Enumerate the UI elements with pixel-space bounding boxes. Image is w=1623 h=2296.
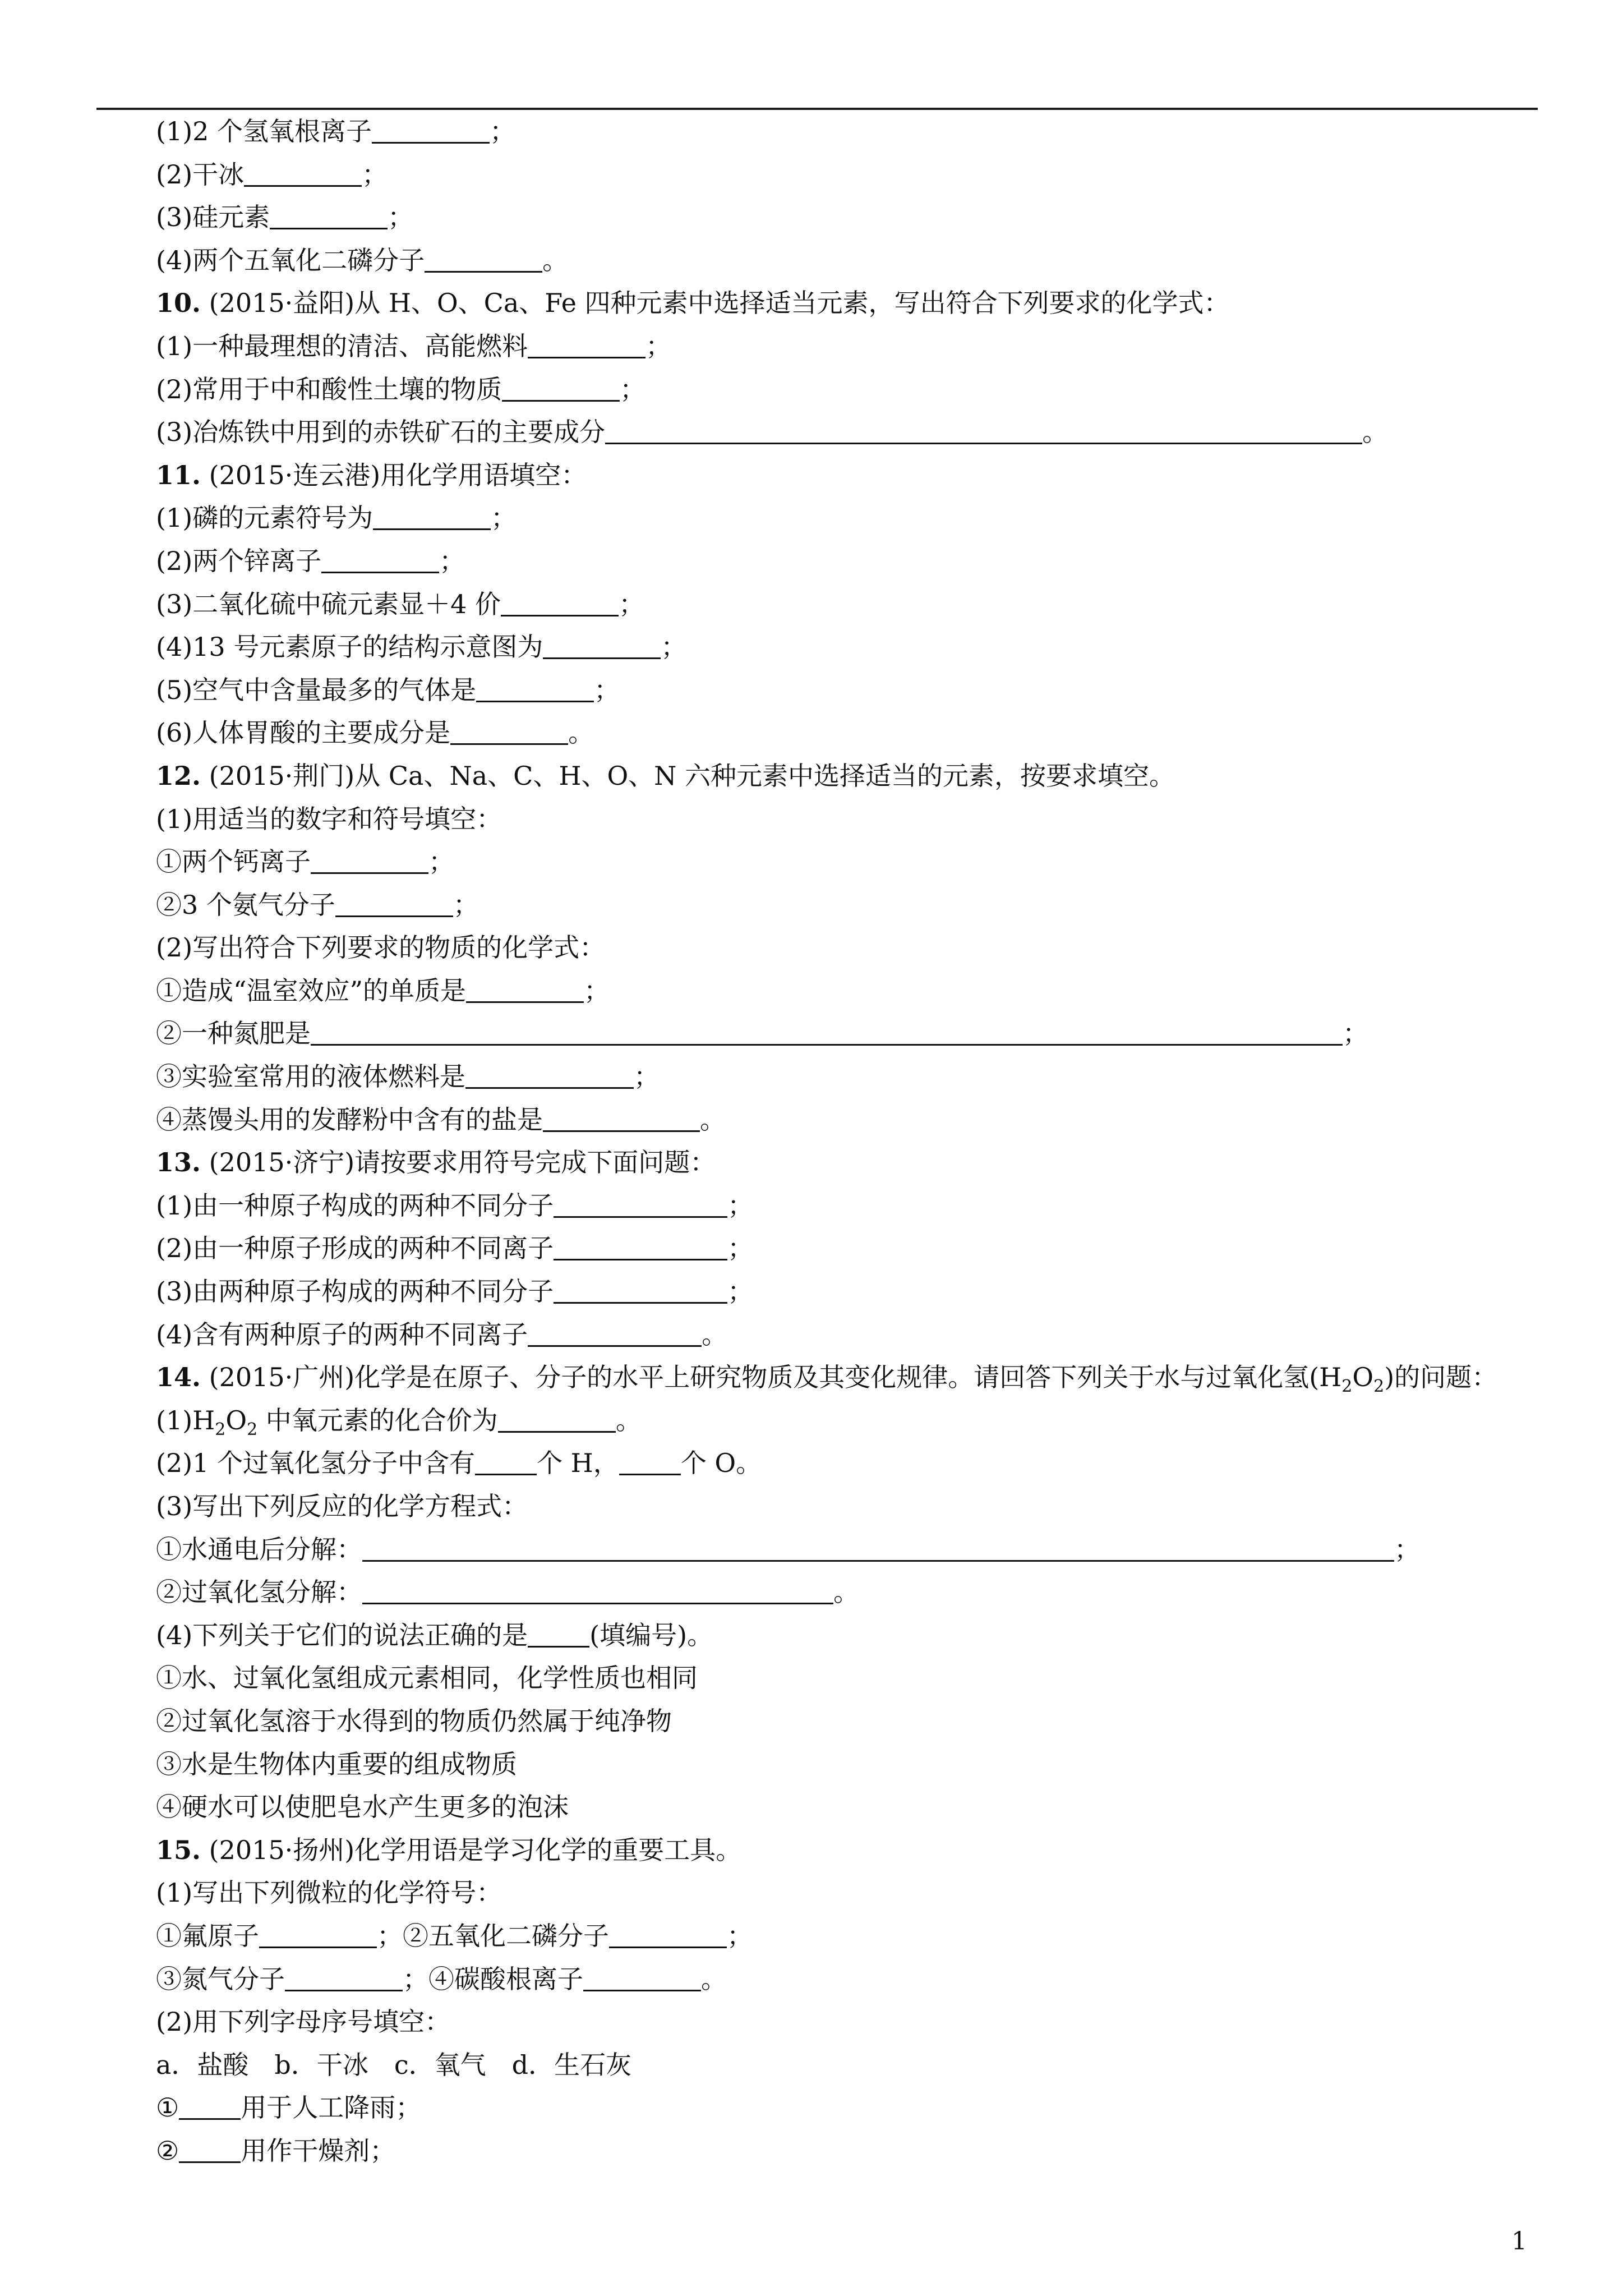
text-fragment: ；②五氧化二磷分子 — [377, 1920, 609, 1951]
text-fragment: (2015·益阳)从 H、O、Ca、Fe 四种元素中选择适当元素，写出符合下列要求的化学式： — [201, 288, 1230, 319]
question-heading — [100, 1356, 1536, 1399]
text-fragment: ②3 个氨气分子 — [156, 889, 335, 920]
text-fragment: ； — [453, 889, 479, 920]
answer-blank[interactable] — [583, 1964, 701, 1991]
text-fragment: O — [1352, 1362, 1374, 1393]
text-fragment: ； — [727, 1920, 753, 1951]
text-line — [100, 1958, 1536, 2001]
answer-blank[interactable] — [554, 1190, 727, 1218]
text-fragment: )的问题： — [1384, 1362, 1498, 1393]
answer-blank[interactable] — [270, 202, 388, 229]
answer-blank[interactable] — [362, 1577, 833, 1604]
text-fragment: ④硬水可以使肥皂水产生更多的泡沫 — [156, 1792, 569, 1823]
text-fragment: ； — [439, 545, 465, 576]
answer-blank[interactable] — [475, 1448, 537, 1475]
text-fragment: ； — [594, 674, 620, 705]
text-line — [100, 368, 1536, 411]
text-fragment: (2)干冰 — [156, 159, 245, 190]
question-number: 15. — [156, 1834, 201, 1865]
text-line — [100, 625, 1536, 669]
text-fragment: O — [225, 1405, 247, 1435]
text-fragment: ③水是生物体内重要的组成物质 — [156, 1749, 517, 1779]
question-number: 10. — [156, 288, 201, 319]
answer-blank[interactable] — [476, 675, 594, 702]
text-fragment: (4)两个五氧化二磷分子 — [156, 245, 425, 275]
text-fragment: ； — [491, 503, 517, 533]
text-fragment: (2)由一种原子形成的两种不同离子 — [156, 1233, 554, 1264]
text-fragment: 2 — [1341, 1377, 1353, 1397]
question-heading — [100, 754, 1536, 798]
answer-blank[interactable] — [609, 1921, 727, 1948]
answer-blank[interactable] — [528, 331, 645, 358]
text-fragment: ； — [619, 588, 645, 619]
text-fragment: (4)下列关于它们的说法正确的是 — [156, 1619, 528, 1650]
text-fragment: ； — [620, 374, 646, 404]
text-fragment: ②一种氮肥是 — [156, 1018, 311, 1049]
text-line — [100, 1528, 1536, 1571]
text-line — [100, 583, 1536, 626]
answer-blank[interactable] — [425, 245, 542, 273]
answer-blank[interactable] — [543, 632, 661, 659]
text-fragment: ； — [634, 1061, 660, 1092]
text-fragment: ； — [584, 975, 610, 1006]
answer-blank[interactable] — [244, 159, 362, 187]
text-line — [100, 1743, 1536, 1786]
text-fragment: ④蒸馒头用的发酵粉中含有的盐是 — [156, 1104, 543, 1135]
text-fragment: ； — [1394, 1534, 1420, 1565]
text-line — [100, 1313, 1536, 1356]
text-line — [100, 711, 1536, 754]
text-fragment: ② — [156, 2135, 179, 2166]
text-fragment: ； — [388, 202, 414, 233]
text-fragment: (3)二氧化硫中硫元素显＋4 价 — [156, 588, 501, 619]
text-fragment: ① — [156, 2092, 179, 2123]
text-line — [100, 1227, 1536, 1270]
text-fragment: 2 — [247, 1420, 258, 1439]
answer-blank[interactable] — [285, 1964, 403, 1991]
text-fragment: 。 — [615, 1405, 642, 1435]
answer-blank[interactable] — [502, 374, 620, 402]
text-line — [100, 325, 1536, 368]
text-line — [100, 196, 1536, 239]
text-fragment: (2)写出符合下列要求的物质的化学式： — [156, 932, 606, 963]
text-fragment: (2)常用于中和酸性土壤的物质 — [156, 374, 502, 404]
text-fragment: (3)写出下列反应的化学方程式： — [156, 1491, 528, 1521]
text-fragment: 中氧元素的化合价为 — [257, 1405, 498, 1435]
text-fragment: 2 — [1373, 1377, 1385, 1397]
question-number: 13. — [156, 1147, 201, 1178]
text-line — [100, 1700, 1536, 1743]
text-fragment: (3)硅元素 — [156, 202, 270, 233]
answer-blank[interactable] — [619, 1448, 681, 1475]
text-fragment: (2)1 个过氧化氢分子中含有 — [156, 1448, 476, 1479]
question-heading — [100, 1141, 1536, 1184]
text-fragment: ； — [490, 116, 516, 146]
text-fragment: 用于人工降雨； — [241, 2092, 422, 2123]
text-fragment: 。 — [701, 1963, 727, 1994]
text-line — [100, 798, 1536, 841]
text-fragment: (2)两个锌离子 — [156, 545, 322, 576]
text-line — [100, 2044, 1536, 2087]
text-line — [100, 1184, 1536, 1227]
text-line — [100, 1657, 1536, 1700]
text-fragment: (1)磷的元素符号为 — [156, 503, 374, 533]
worksheet-body — [100, 110, 1536, 2173]
text-line — [100, 840, 1536, 884]
text-fragment: a．盐酸 b．干冰 c．氧气 d．生石灰 — [156, 2049, 632, 2080]
text-fragment: ； — [727, 1233, 754, 1264]
text-fragment: (4)13 号元素原子的结构示意图为 — [156, 632, 543, 662]
question-number: 11. — [156, 459, 201, 490]
text-fragment: 。 — [542, 245, 569, 275]
answer-blank[interactable] — [528, 1319, 702, 1347]
text-line — [100, 2086, 1536, 2129]
text-fragment: (1)H — [156, 1405, 215, 1435]
text-fragment: (2015·广州)化学是在原子、分子的水平上研究物质及其变化规律。请回答下列关于水与过氧化氢(H — [201, 1362, 1342, 1393]
text-line — [100, 1098, 1536, 1142]
text-fragment: (5)空气中含量最多的气体是 — [156, 674, 477, 705]
answer-blank[interactable] — [466, 976, 584, 1003]
answer-blank[interactable] — [528, 1620, 589, 1648]
text-fragment: ； — [727, 1276, 754, 1307]
text-fragment: 。 — [700, 1104, 726, 1135]
answer-blank[interactable] — [554, 1276, 727, 1304]
text-fragment: ； — [727, 1190, 754, 1221]
question-heading — [100, 454, 1536, 497]
text-fragment: (2015·济宁)请按要求用符号完成下面问题： — [201, 1147, 716, 1178]
answer-blank[interactable] — [373, 503, 491, 530]
answer-blank[interactable] — [605, 417, 1362, 444]
text-fragment: (2)用下列字母序号填空： — [156, 2007, 451, 2037]
answer-blank[interactable] — [498, 1405, 616, 1433]
text-fragment: ①氟原子 — [156, 1920, 259, 1951]
text-line — [100, 1614, 1536, 1657]
text-fragment: (1)用适当的数字和符号填空： — [156, 803, 502, 834]
text-line — [100, 1485, 1536, 1528]
text-fragment: ①两个钙离子 — [156, 846, 311, 877]
answer-blank[interactable] — [501, 589, 619, 616]
text-fragment: (2015·连云港)用化学用语填空： — [201, 459, 587, 490]
text-fragment: (6)人体胃酸的主要成分是 — [156, 717, 451, 748]
text-fragment: (1)2 个氢氧根离子 — [156, 116, 372, 146]
text-fragment: 。 — [833, 1577, 859, 1608]
text-fragment: 个 O。 — [680, 1448, 762, 1479]
text-fragment: ③氮气分子 — [156, 1963, 285, 1994]
text-fragment: 。 — [702, 1319, 728, 1350]
text-fragment: 用作干燥剂； — [241, 2135, 396, 2166]
text-line — [100, 1012, 1536, 1055]
text-fragment: ； — [362, 159, 388, 190]
answer-blank[interactable] — [372, 116, 490, 144]
text-fragment: 个 H， — [537, 1448, 619, 1479]
answer-blank[interactable] — [321, 546, 439, 573]
text-fragment: 。 — [1362, 417, 1389, 448]
text-line — [100, 1442, 1536, 1485]
text-line — [100, 1915, 1536, 1958]
answer-blank[interactable] — [179, 2092, 241, 2120]
text-fragment: ①水通电后分解： — [156, 1534, 362, 1565]
text-fragment: ；④碳酸根离子 — [403, 1963, 583, 1994]
answer-blank[interactable] — [362, 1534, 1394, 1562]
text-line — [100, 110, 1536, 153]
page-number: 1 — [1511, 2227, 1527, 2256]
text-fragment: (填编号)。 — [589, 1619, 713, 1650]
text-line — [100, 1571, 1536, 1614]
text-line — [100, 540, 1536, 583]
text-fragment: ； — [661, 632, 687, 662]
text-fragment: (4)含有两种原子的两种不同离子 — [156, 1319, 528, 1350]
text-fragment: ； — [428, 846, 454, 877]
text-fragment: ③实验室常用的液体燃料是 — [156, 1061, 465, 1092]
text-line — [100, 2000, 1536, 2044]
answer-blank[interactable] — [465, 1061, 634, 1089]
text-fragment: ①造成“温室效应”的单质是 — [156, 975, 467, 1006]
text-fragment: (1)由一种原子构成的两种不同分子 — [156, 1190, 554, 1221]
text-line — [100, 669, 1536, 712]
text-line — [100, 153, 1536, 196]
text-fragment: (1)一种最理想的清洁、高能燃料 — [156, 330, 528, 361]
text-line — [100, 1871, 1536, 1915]
text-line — [100, 926, 1536, 969]
answer-blank[interactable] — [554, 1233, 727, 1260]
text-line — [100, 2129, 1536, 2173]
text-fragment: ②过氧化氢溶于水得到的物质仍然属于纯净物 — [156, 1705, 672, 1736]
answer-blank[interactable] — [179, 2136, 241, 2163]
answer-blank[interactable] — [259, 1921, 377, 1948]
text-fragment: (2015·荆门)从 Ca、Na、C、H、O、N 六种元素中选择适当的元素，按要求填空。 — [201, 760, 1175, 791]
answer-blank[interactable] — [450, 717, 568, 745]
text-line — [100, 496, 1536, 540]
text-line — [100, 1399, 1536, 1442]
question-heading — [100, 282, 1536, 325]
text-fragment: (3)由两种原子构成的两种不同分子 — [156, 1276, 554, 1307]
text-line — [100, 411, 1536, 454]
answer-blank[interactable] — [335, 890, 453, 917]
text-fragment: (2015·扬州)化学用语是学习化学的重要工具。 — [201, 1834, 742, 1865]
question-number: 12. — [156, 760, 201, 791]
text-line — [100, 969, 1536, 1013]
text-fragment: 。 — [568, 717, 594, 748]
answer-blank[interactable] — [311, 1018, 1343, 1046]
answer-blank[interactable] — [543, 1105, 700, 1132]
text-fragment: 2 — [215, 1420, 226, 1439]
text-fragment: ； — [1343, 1018, 1368, 1049]
text-fragment: ②过氧化氢分解： — [156, 1577, 362, 1608]
question-heading — [100, 1829, 1536, 1872]
text-line — [100, 884, 1536, 927]
text-line — [100, 239, 1536, 282]
text-line — [100, 1055, 1536, 1098]
text-fragment: ； — [645, 330, 672, 361]
answer-blank[interactable] — [311, 846, 428, 874]
question-number: 14. — [156, 1362, 201, 1393]
text-fragment: ①水、过氧化氢组成元素相同，化学性质也相同 — [156, 1663, 698, 1694]
text-line — [100, 1270, 1536, 1313]
text-fragment: (1)写出下列微粒的化学符号： — [156, 1878, 502, 1908]
text-line — [100, 1786, 1536, 1829]
text-fragment: (3)冶炼铁中用到的赤铁矿石的主要成分 — [156, 417, 606, 448]
